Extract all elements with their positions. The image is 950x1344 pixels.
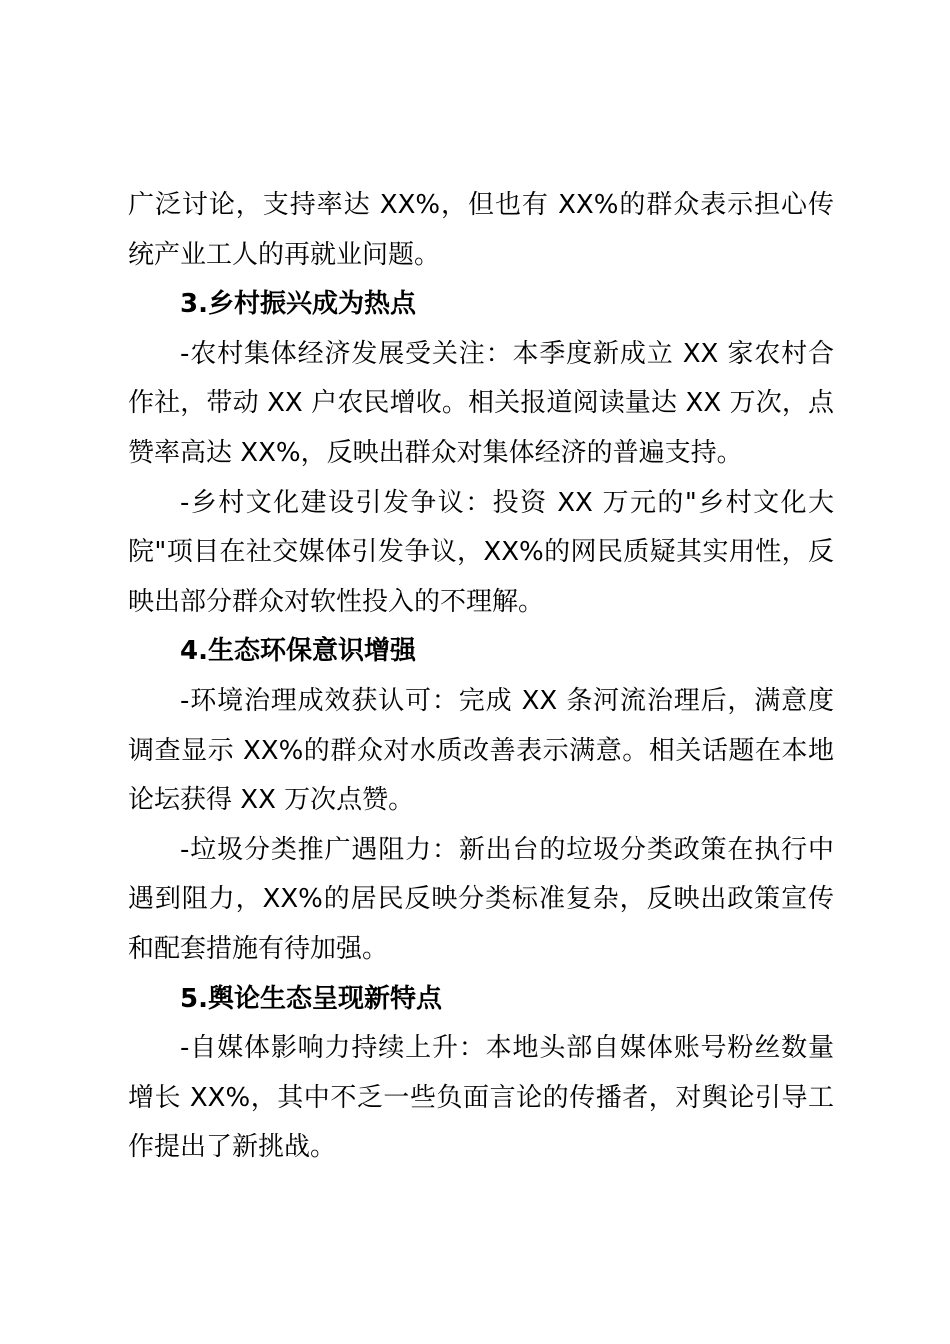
paragraph-continuation: 广泛讨论，支持率达 XX%，但也有 XX%的群众表示担心传统产业工人的再就业问题。 bbox=[128, 190, 834, 270]
section-heading-3: 3.乡村振兴成为热点 bbox=[180, 289, 416, 320]
section-heading-4: 4.生态环保意识增强 bbox=[180, 636, 416, 667]
paragraph-environment-governance: -环境治理成效获认可：完成 XX 条河流治理后，满意度调查显示 XX%的群众对水质改善表示满意。相关话题在本地论坛获得 XX 万次点赞。 bbox=[128, 685, 834, 816]
paragraph-rural-culture: -乡村文化建设引发争议：投资 XX 万元的"乡村文化大院"项目在社交媒体引发争议，XX%的网民质疑其实用性，反映出部分群众对软性投入的不理解。 bbox=[128, 487, 834, 617]
paragraph-garbage-sorting: -垃圾分类推广遇阻力：新出台的垃圾分类政策在执行中遇到阻力，XX%的居民反映分类标准复杂，反映出政策宣传和配套措施有待加强。 bbox=[128, 834, 834, 964]
paragraph-rural-economy: -农村集体经济发展受关注：本季度新成立 XX 家农村合作社，带动 XX 户农民增收。相关报道阅读量达 XX 万次，点赞率高达 XX%，反映出群众对集体经济的普遍支持。 bbox=[128, 338, 834, 468]
section-heading-5: 5.舆论生态呈现新特点 bbox=[180, 983, 442, 1014]
document-body bbox=[128, 181, 834, 1173]
paragraph-self-media: -自媒体影响力持续上升：本地头部自媒体账号粉丝数量增长 XX%，其中不乏一些负面言论的传播者，对舆论引导工作提出了新挑战。 bbox=[128, 1033, 834, 1163]
